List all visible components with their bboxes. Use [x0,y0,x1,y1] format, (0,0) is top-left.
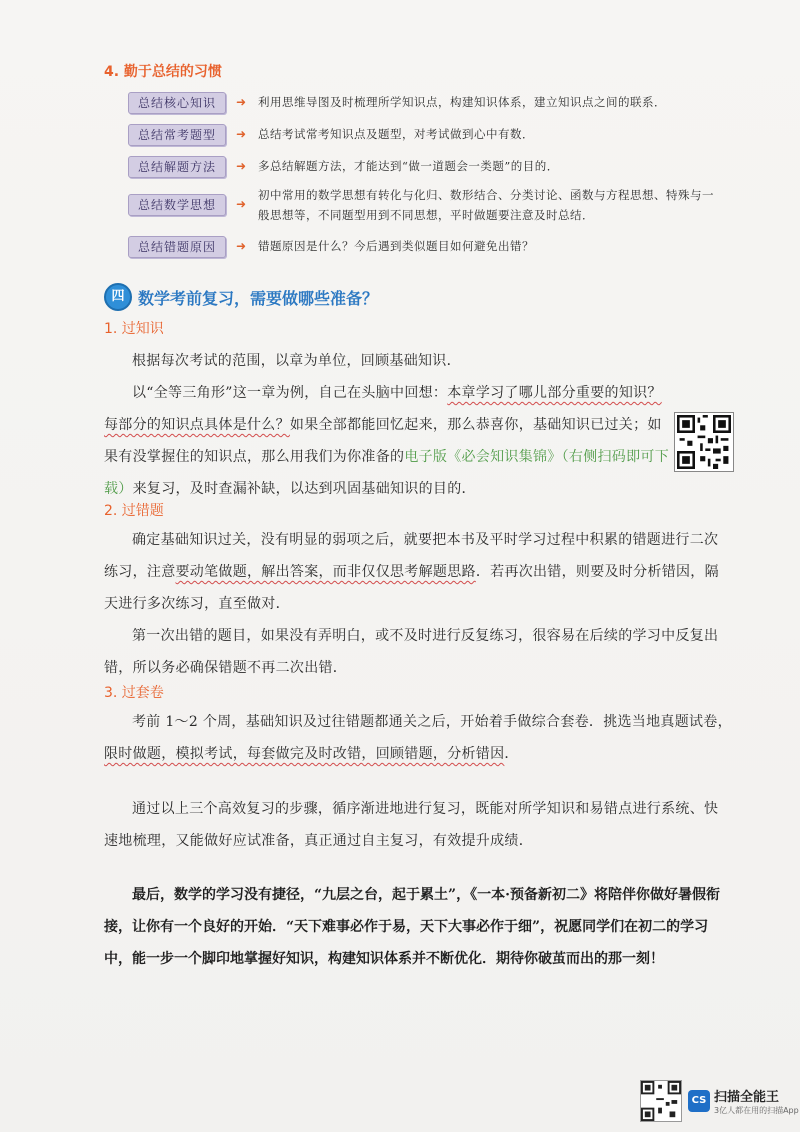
watermark-qr-icon [640,1080,682,1122]
habit-tag: 总结核心知识 [128,92,226,114]
habit-row [128,124,718,146]
habit-text: 错题原因是什么？今后遇到类似题目如何避免出错？ [258,239,534,253]
text-span: 来复习，及时查漏补缺，以达到巩固基础知识的目的． [132,481,476,497]
habit-row [128,236,718,258]
qr-code-icon[interactable] [674,412,734,472]
habit-text: 多总结解题方法，才能达到“做一道题会一类题”的目的． [258,159,559,173]
habits-heading: 4. 勤于总结的习惯 [104,64,222,80]
summary-paragraph [104,793,732,857]
text-span: 考前 1～2 个周，基础知识及过往错题都通关之后，开始着手做综合套卷．挑选当地真题试卷， [132,714,732,730]
paragraph [104,524,732,620]
text-span: ．若再次出错，则要及时分析错因，隔天进行多次练习，直至做对． [104,564,719,612]
scanner-watermark [640,1080,799,1122]
habit-tag: 总结数学思想 [128,194,226,216]
watermark-text [714,1086,799,1116]
subheading-knowledge: 1. 过知识 [104,321,164,337]
paragraph [104,706,732,770]
knowledge-paragraphs [104,345,669,505]
closing-paragraph [104,879,732,975]
app-tagline: 3亿人都在用的扫描App [714,1106,799,1115]
paragraph: 通过以上三个高效复习的步骤，循序渐进地进行复习，既能对所学知识和易错点进行系统、快速地梳理，又能做好应试准备，真正通过自主复习，有效提升成绩． [104,801,719,849]
errors-paragraphs [104,524,732,684]
emphasis-text: 要动笔做题，解出答案，而非仅仅思考解题思路 [175,564,476,580]
text-span: 以“全等三角形”这一章为例，自己在头脑中回想： [132,385,448,401]
habit-row [128,156,718,178]
emphasis-text: 限时做题，模拟考试，每套做完及时改错，回顾错题，分析错因 [104,746,505,762]
habit-row [128,185,718,225]
papers-paragraph [104,706,732,770]
text-span: 如果全部都能回忆起来，那么恭喜你，基础知识已过关；如果有没掌握住的知识点，那么用我们为你准备的 [104,417,662,465]
section-heading [104,283,378,311]
app-name: 扫描全能王 [714,1090,780,1105]
section-number-badge: 四 [104,283,132,311]
subheading-errors: 2. 过错题 [104,503,164,519]
habit-row [128,92,718,114]
habit-tag: 总结常考题型 [128,124,226,146]
paragraph: 最后，数学的学习没有捷径，“九层之台，起于累土”，《一本·预备新初二》将陪伴你做好暑假衔接，让你有一个良好的开始．“天下难事必作于易，天下大事必作于细”，祝愿同学们在初二的学习中，能一步一个脚印地掌握好知识，构建知识体系并不断优化．期待你破茧而出的那一刻！ [104,887,720,967]
habit-tag: 总结错题原因 [128,236,226,258]
emphasis-text: 本章学习了哪儿部分重要的知识？每部分的知识点具体是什么？ [104,385,662,433]
arrow-icon: ➜ [235,197,247,211]
arrow-icon: ➜ [235,239,247,253]
habit-text: 利用思维导图及时梳理所学知识点，构建知识体系，建立知识点之间的联系． [258,95,666,109]
arrow-icon: ➜ [235,127,247,141]
paragraph: 第一次出错的题目，如果没有弄明白，或不及时进行反复练习，很容易在后续的学习中反复出错，所以务必确保错题不再二次出错． [104,628,719,676]
habit-text: 总结考试常考知识点及题型，对考试做到心中有数． [258,127,534,141]
paragraph [104,377,669,505]
paragraph: 根据每次考试的范围，以章为单位，回顾基础知识． [132,353,461,369]
subheading-papers: 3. 过套卷 [104,685,164,701]
section-title: 数学考前复习，需要做哪些准备？ [138,288,379,308]
arrow-icon: ➜ [235,159,247,173]
habit-tag: 总结解题方法 [128,156,226,178]
text-span: 确定基础知识过关，没有明显的弱项之后，就要把本书及平时学习过程中积累的错题进行二次练习，注意 [104,532,719,580]
download-link[interactable]: 电子版《必会知识集锦》（右侧扫码即可下载） [104,449,670,497]
habit-text: 初中常用的数学思想有转化与化归、数形结合、分类讨论、函数与方程思想、特殊与一般思想等，不同题型用到不同思想，平时做题要注意及时总结． [258,188,714,222]
text-span: ． [504,746,519,762]
camscanner-logo-icon: CS [688,1090,710,1112]
arrow-icon: ➜ [235,95,247,109]
